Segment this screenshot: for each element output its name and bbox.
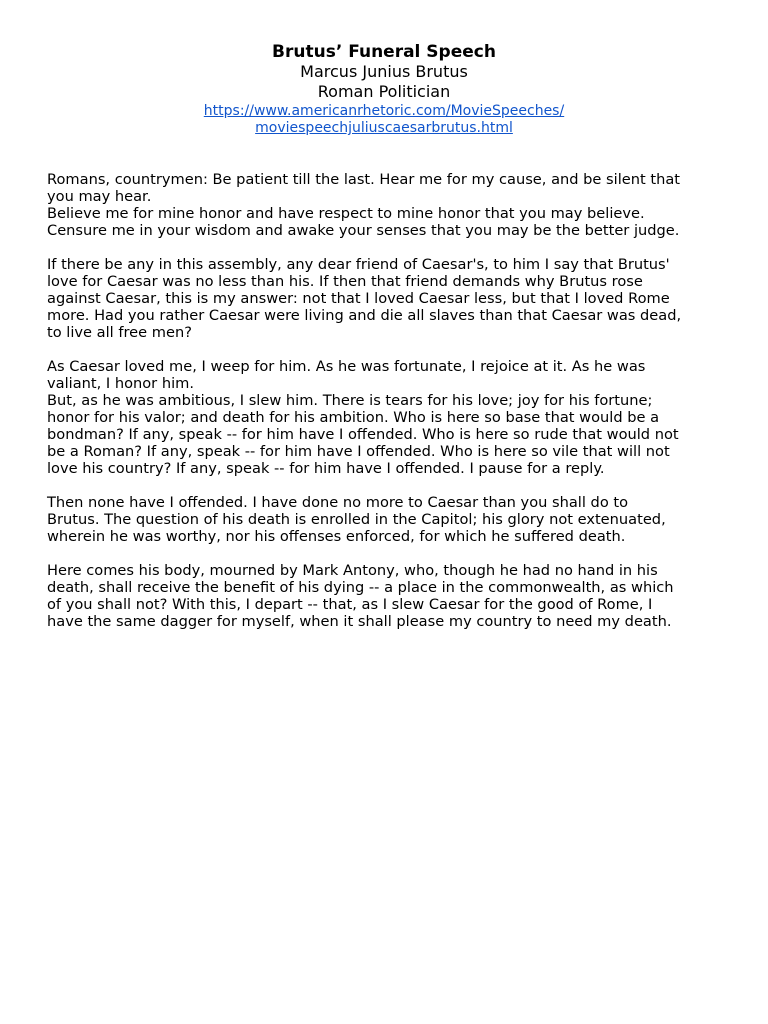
speech-line: Censure me in your wisdom and awake your senses that you may be the better judge. (47, 222, 680, 239)
speech-line: wherein he was worthy, nor his offenses enforced, for which he suffered death. (47, 528, 626, 545)
speech-line: of you shall not? With this, I depart -- that, as I slew Caesar for the good of Rome, I (47, 596, 653, 613)
speech-line: death, shall receive the benefit of his dying -- a place in the commonwealth, as which (47, 579, 674, 596)
speech-line: love his country? If any, speak -- for him have I offended. I pause for a reply. (47, 460, 605, 477)
document-header (0, 42, 768, 137)
speech-line: bondman? If any, speak -- for him have I offended. Who is here so rude that would not (47, 426, 679, 443)
speech-line: love for Caesar was no less than his. If then that friend demands why Brutus rose (47, 273, 643, 290)
speaker-role: Roman Politician (317, 82, 451, 101)
speech-paragraph (47, 494, 737, 545)
speech-line: be a Roman? If any, speak -- for him have I offended. Who is here so vile that will not (47, 443, 670, 460)
speech-line: Believe me for mine honor and have respect to mine honor that you may believe. (47, 205, 645, 222)
source-link-line-1[interactable]: https://www.americanrhetoric.com/MovieSpeeches/ (203, 103, 565, 119)
speech-line: you may hear. (47, 188, 152, 205)
speech-title: Brutus’ Funeral Speech (272, 42, 496, 62)
speech-line: If there be any in this assembly, any dear friend of Caesar's, to him I say that Brutus' (47, 256, 670, 273)
speech-line: Here comes his body, mourned by Mark Antony, who, though he had no hand in his (47, 562, 658, 579)
speech-line: valiant, I honor him. (47, 375, 194, 392)
speech-line: to live all free men? (47, 324, 192, 341)
speech-line: Romans, countrymen: Be patient till the last. Hear me for my cause, and be silent that (47, 171, 680, 188)
speech-paragraph (47, 256, 737, 341)
speech-paragraph (47, 171, 737, 239)
speech-line: honor for his valor; and death for his ambition. Who is here so base that would be a (47, 409, 660, 426)
source-link[interactable] (0, 103, 768, 137)
speech-body (47, 171, 737, 647)
speech-line: more. Had you rather Caesar were living and die all slaves than that Caesar was dead, (47, 307, 682, 324)
speech-line: have the same dagger for myself, when it shall please my country to need my death. (47, 613, 672, 630)
speech-line: But, as he was ambitious, I slew him. There is tears for his love; joy for his fortune; (47, 392, 653, 409)
speech-paragraph (47, 358, 737, 477)
source-link-line-2[interactable]: moviespeechjuliuscaesarbrutus.html (255, 120, 513, 136)
speech-paragraph (47, 562, 737, 630)
speech-line: Then none have I offended. I have done no more to Caesar than you shall do to (47, 494, 629, 511)
speech-line: Brutus. The question of his death is enrolled in the Capitol; his glory not extenuated, (47, 511, 666, 528)
speech-line: As Caesar loved me, I weep for him. As he was fortunate, I rejoice at it. As he was (47, 358, 646, 375)
speech-line: against Caesar, this is my answer: not that I loved Caesar less, but that I loved Rome (47, 290, 670, 307)
speaker-name: Marcus Junius Brutus (300, 62, 468, 81)
